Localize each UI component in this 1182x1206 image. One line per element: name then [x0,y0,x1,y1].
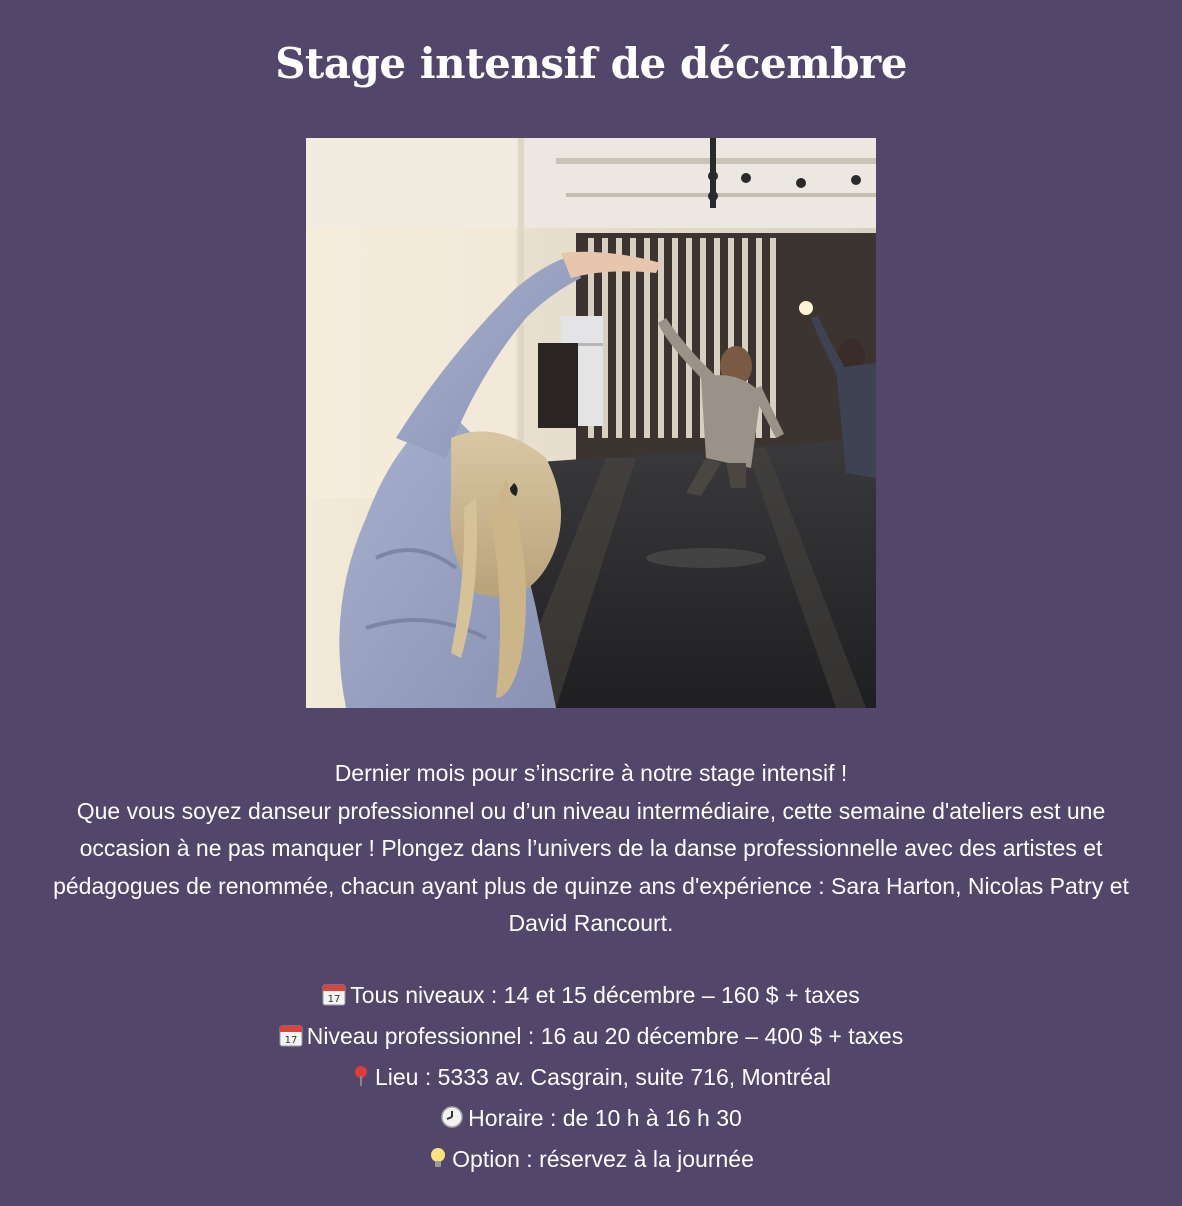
detail-option [0,1140,1182,1181]
detail-text: Niveau professionnel : 16 au 20 décembre – 400 $ + taxes [306,1023,904,1049]
svg-text:17: 17 [327,994,341,1005]
detail-text: Option : réservez à la journée [452,1146,754,1172]
detail-schedule [0,1099,1182,1140]
clock-icon [440,1102,464,1140]
intro-paragraph: Que vous soyez danseur professionnel ou d’un niveau intermédiaire, cette semaine d'ateliers est une occasion à ne pas manquer ! Plongez dans l’univers de la danse professionnelle avec des artistes et pédagogues de renommée, chacun ayant plus de quinze ans d'expérience : Sara Harton, Nicolas Patry et David Rancourt. [53,797,1129,936]
detail-text: Horaire : de 10 h à 16 h 30 [468,1105,742,1131]
calendar-icon [279,1020,303,1058]
svg-text:17: 17 [284,1035,298,1046]
event-details [0,976,1182,1181]
detail-professional-level [0,1017,1182,1058]
detail-text: Tous niveaux : 14 et 15 décembre – 160 $ + taxes [350,982,860,1008]
detail-location [0,1058,1182,1099]
dance-studio-photo [306,138,876,708]
detail-text: Lieu : 5333 av. Casgrain, suite 716, Montréal [374,1064,831,1090]
intro-headline: Dernier mois pour s’inscrire à notre stage intensif ! [334,760,848,786]
detail-all-levels [0,976,1182,1017]
lightbulb-icon [428,1143,448,1181]
intro-text [40,755,1142,943]
calendar-icon [322,979,346,1017]
location-pin-icon [351,1061,371,1099]
page-title: Stage intensif de décembre [275,39,907,88]
